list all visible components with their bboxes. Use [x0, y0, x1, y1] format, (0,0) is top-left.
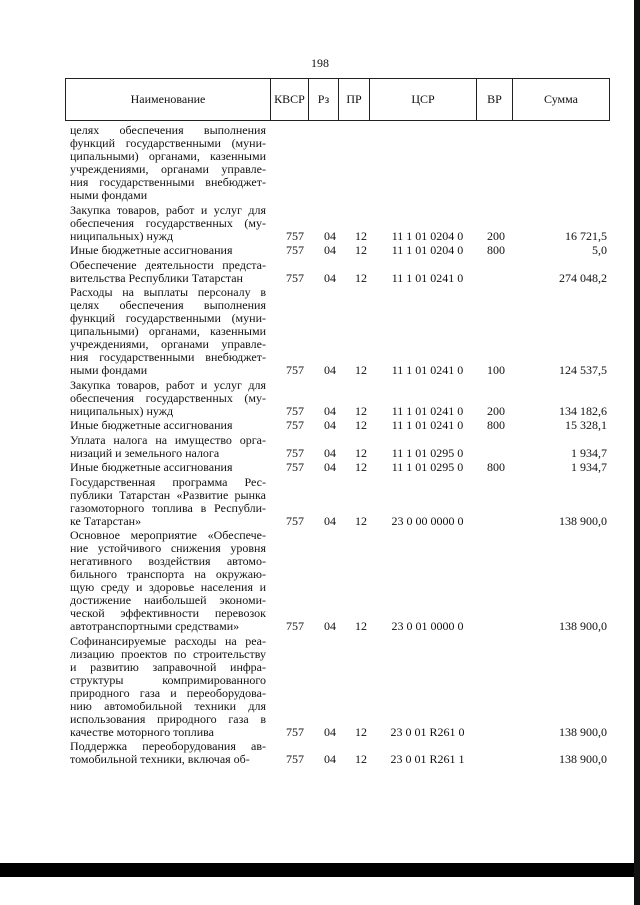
table-row: [0, 635, 640, 739]
cell-rz: 04: [324, 460, 336, 474]
row-name-line: структуры компримированного: [70, 672, 266, 687]
table-row: [0, 244, 640, 257]
table-row: [0, 476, 640, 528]
cell-csr: 11 1 01 0241 0: [391, 363, 464, 377]
row-name-line: Расходы на выплаты персоналу в: [70, 285, 266, 299]
cell-rz: 04: [324, 619, 336, 633]
row-name-line: учреждениями, органами управле-: [70, 162, 266, 176]
cell-kvsr: 757: [286, 460, 304, 474]
cell-csr: 11 1 01 0295 0: [391, 445, 464, 460]
row-name-line: Софинансируемые расходы на реа-: [70, 633, 266, 648]
cell-csr: 11 1 01 0241 0: [391, 418, 464, 432]
row-name-line: обеспечения государственных (му-: [70, 215, 266, 230]
cell-pr: 12: [355, 243, 367, 257]
row-name: [70, 419, 266, 432]
cell-sum: 16 721,5: [565, 228, 607, 243]
row-name-line: публики Татарстан «Развитие рынка: [70, 487, 266, 502]
cell-sum: 15 328,1: [565, 418, 607, 432]
header-rz: Рз: [308, 79, 338, 120]
row-name: [70, 740, 266, 766]
cell-csr: 11 1 01 0241 0: [391, 270, 464, 285]
cell-kvsr: 757: [286, 228, 304, 243]
row-name: [70, 244, 266, 257]
table-row: [0, 434, 640, 460]
row-name-line: томобильной техники, включая об-: [70, 752, 250, 766]
row-name-line: Иные бюджетные ассигнования: [70, 243, 233, 257]
row-name-line: ниципальных) нужд: [70, 228, 174, 243]
row-name-line: Закупка товаров, работ и услуг для: [70, 202, 266, 217]
cell-sum: 138 900,0: [559, 513, 607, 528]
table-row: [0, 204, 640, 243]
row-name-line: автотранспортными средствами»: [70, 619, 240, 633]
header-csr: ЦСР: [369, 79, 476, 120]
row-name: [70, 529, 266, 633]
cell-kvsr: 757: [286, 752, 304, 766]
cell-kvsr: 757: [286, 363, 304, 377]
row-name-line: обеспечения государственных (му-: [70, 390, 266, 405]
table-row: [0, 379, 640, 418]
cell-kvsr: 757: [286, 513, 304, 528]
cell-kvsr: 757: [286, 445, 304, 460]
cell-kvsr: 757: [286, 243, 304, 257]
cell-sum: 274 048,2: [559, 270, 607, 285]
header-pr: ПР: [338, 79, 369, 120]
row-name: [70, 259, 266, 285]
cell-sum: 1 934,7: [571, 445, 607, 460]
cell-csr: 23 0 01 R261 0: [390, 724, 465, 739]
row-name-line: Основное мероприятие «Обеспече-: [70, 528, 266, 542]
cell-rz: 04: [324, 513, 336, 528]
cell-vr: 200: [487, 403, 505, 418]
cell-pr: 12: [355, 724, 367, 739]
cell-pr: 12: [355, 403, 367, 418]
cell-vr: 800: [487, 460, 505, 474]
cell-rz: 04: [324, 445, 336, 460]
row-name-line: ципальными) органами, казенными: [70, 324, 266, 338]
row-name-line: ние устойчивого снижения уровня: [70, 541, 266, 555]
cell-pr: 12: [355, 752, 367, 766]
row-name-line: негативного воздействия автомо-: [70, 554, 266, 568]
cell-sum: 138 900,0: [559, 752, 607, 766]
table-row: [0, 124, 640, 202]
row-name-line: Иные бюджетные ассигнования: [70, 418, 233, 432]
cell-rz: 04: [324, 270, 336, 285]
cell-sum: 138 900,0: [559, 724, 607, 739]
row-name-line: и развитию заправочной инфра-: [70, 659, 266, 674]
cell-kvsr: 757: [286, 403, 304, 418]
cell-csr: 11 1 01 0204 0: [391, 243, 464, 257]
cell-csr: 11 1 01 0241 0: [391, 403, 464, 418]
row-name-line: качестве моторного топлива: [70, 724, 214, 739]
row-name-line: ниципальных) нужд: [70, 403, 174, 418]
table-row: [0, 419, 640, 432]
row-name: [70, 286, 266, 377]
cell-csr: 23 0 01 0000 0: [391, 619, 464, 633]
header-kvsr: КВСР: [270, 79, 308, 120]
cell-vr: 100: [487, 363, 505, 377]
row-name-line: ципальными) органами, казенными: [70, 149, 266, 163]
row-name-line: Поддержка переоборудования ав-: [70, 739, 266, 753]
row-name-line: ния государственными внебюджет-: [70, 350, 266, 364]
row-name-line: Уплата налога на имущество орга-: [70, 432, 266, 447]
row-name-line: ке Татарстан»: [70, 513, 142, 528]
row-name: [70, 379, 266, 418]
cell-rz: 04: [324, 752, 336, 766]
table-row: [0, 259, 640, 285]
row-name: [70, 124, 266, 202]
cell-rz: 04: [324, 403, 336, 418]
cell-rz: 04: [324, 363, 336, 377]
cell-rz: 04: [324, 228, 336, 243]
cell-rz: 04: [324, 724, 336, 739]
cell-pr: 12: [355, 363, 367, 377]
row-name: [70, 476, 266, 528]
cell-kvsr: 757: [286, 270, 304, 285]
cell-pr: 12: [355, 228, 367, 243]
cell-pr: 12: [355, 513, 367, 528]
header-sum: Сумма: [512, 79, 609, 120]
table-row: [0, 740, 640, 766]
cell-pr: 12: [355, 619, 367, 633]
row-name-line: Закупка товаров, работ и услуг для: [70, 377, 266, 392]
cell-vr: 800: [487, 418, 505, 432]
row-name-line: ния государственными внебюджет-: [70, 175, 266, 189]
row-name: [70, 461, 266, 474]
row-name-line: низаций и земельного налога: [70, 445, 220, 460]
row-name-line: Обеспечение деятельности предста-: [70, 257, 266, 272]
row-name-line: ческой эффективности перевозок: [70, 606, 266, 620]
cell-sum: 1 934,7: [571, 460, 607, 474]
row-name: [70, 204, 266, 243]
row-name-line: целях обеспечения выполнения: [70, 298, 266, 312]
cell-sum: 5,0: [592, 243, 607, 257]
cell-kvsr: 757: [286, 724, 304, 739]
table-header: [65, 78, 610, 121]
row-name-line: Иные бюджетные ассигнования: [70, 460, 233, 474]
row-name-line: ными фондами: [70, 188, 148, 202]
row-name-line: Государственная программа Рес-: [70, 474, 266, 489]
cell-vr: 200: [487, 228, 505, 243]
cell-sum: 138 900,0: [559, 619, 607, 633]
row-name-line: целях обеспечения выполнения: [70, 123, 266, 137]
row-name: [70, 635, 266, 739]
cell-csr: 23 0 00 0000 0: [391, 513, 464, 528]
cell-rz: 04: [324, 243, 336, 257]
row-name-line: функций государственными (муни-: [70, 136, 266, 150]
cell-pr: 12: [355, 418, 367, 432]
cell-pr: 12: [355, 460, 367, 474]
row-name-line: использования природного газа в: [70, 711, 266, 726]
page-number: 198: [311, 56, 329, 70]
scan-bottom-bar: [0, 863, 640, 877]
cell-sum: 124 537,5: [559, 363, 607, 377]
row-name-line: газомоторного топлива в Республи-: [70, 500, 266, 515]
cell-kvsr: 757: [286, 619, 304, 633]
cell-vr: 800: [487, 243, 505, 257]
cell-kvsr: 757: [286, 418, 304, 432]
table-row: [0, 461, 640, 474]
cell-csr: 11 1 01 0295 0: [391, 460, 464, 474]
cell-rz: 04: [324, 418, 336, 432]
row-name: [70, 434, 266, 460]
table-row: [0, 529, 640, 633]
row-name-line: бильного транспорта на окружаю-: [70, 567, 266, 581]
cell-pr: 12: [355, 270, 367, 285]
row-name-line: ными фондами: [70, 363, 148, 377]
row-name-line: нию автомобильной техники для: [70, 698, 266, 713]
row-name-line: вительства Республики Татарстан: [70, 270, 243, 285]
cell-sum: 134 182,6: [559, 403, 607, 418]
row-name-line: лизацию проектов по строительству: [70, 646, 266, 661]
cell-pr: 12: [355, 445, 367, 460]
cell-csr: 11 1 01 0204 0: [391, 228, 464, 243]
cell-csr: 23 0 01 R261 1: [390, 752, 465, 766]
row-name-line: щую среду и здоровье населения и: [70, 580, 266, 594]
row-name-line: учреждениями, органами управле-: [70, 337, 266, 351]
header-name: Наименование: [130, 92, 206, 106]
header-vr: ВР: [476, 79, 512, 120]
scan-right-edge: [634, 0, 640, 905]
row-name-line: достижение наибольшей экономи-: [70, 593, 266, 607]
table-row: [0, 286, 640, 377]
row-name-line: функций государственными (муни-: [70, 311, 266, 325]
row-name-line: природного газа и переоборудова-: [70, 685, 266, 700]
